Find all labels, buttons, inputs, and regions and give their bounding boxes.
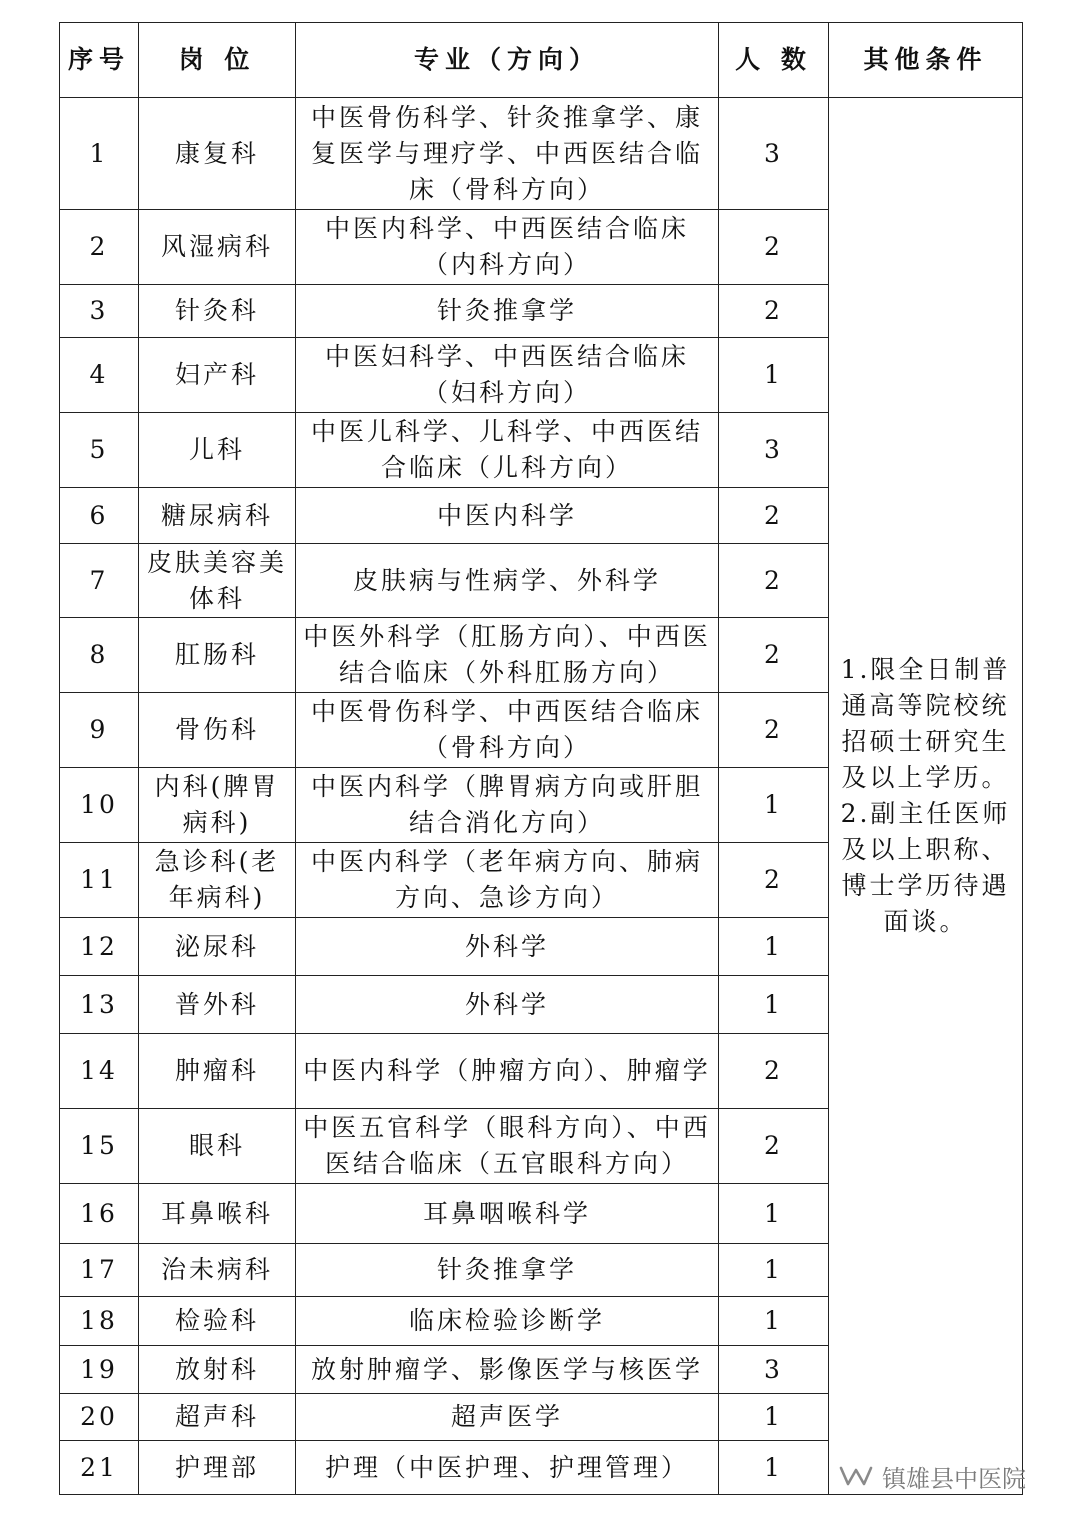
cell-seq: 14 <box>60 1034 139 1109</box>
header-seq: 序号 <box>60 23 139 98</box>
cell-position: 骨伤科 <box>139 693 296 768</box>
cell-major: 中医外科学（肛肠方向）、中西医结合临床（外科肛肠方向） <box>296 618 719 693</box>
cell-count: 3 <box>719 413 829 488</box>
cell-position: 妇产科 <box>139 338 296 413</box>
cell-major: 中医骨伤科学、针灸推拿学、康复医学与理疗学、中西医结合临床（骨科方向） <box>296 98 719 210</box>
cell-major: 皮肤病与性病学、外科学 <box>296 544 719 618</box>
cell-count: 3 <box>719 1346 829 1394</box>
cell-position: 肛肠科 <box>139 618 296 693</box>
cell-seq: 7 <box>60 544 139 618</box>
cell-seq: 5 <box>60 413 139 488</box>
table-body <box>60 98 1023 1495</box>
cell-seq: 19 <box>60 1346 139 1394</box>
cell-seq: 3 <box>60 285 139 338</box>
cell-count: 2 <box>719 843 829 918</box>
cell-major: 中医内科学（脾胃病方向或肝胆结合消化方向） <box>296 768 719 843</box>
cell-position: 糖尿病科 <box>139 488 296 544</box>
cell-major: 放射肿瘤学、影像医学与核医学 <box>296 1346 719 1394</box>
wechat-channel-icon <box>838 1462 874 1490</box>
cell-seq: 2 <box>60 210 139 285</box>
cell-count: 2 <box>719 544 829 618</box>
cell-major: 护理（中医护理、护理管理） <box>296 1441 719 1495</box>
cell-count: 1 <box>719 1297 829 1346</box>
cell-position: 肿瘤科 <box>139 1034 296 1109</box>
cell-major: 中医内科学（肿瘤方向）、肿瘤学 <box>296 1034 719 1109</box>
header-position: 岗 位 <box>139 23 296 98</box>
cell-seq: 10 <box>60 768 139 843</box>
cell-position: 检验科 <box>139 1297 296 1346</box>
cell-position: 儿科 <box>139 413 296 488</box>
header-count: 人 数 <box>719 23 829 98</box>
cell-count: 2 <box>719 618 829 693</box>
cell-position: 康复科 <box>139 98 296 210</box>
cell-count: 1 <box>719 338 829 413</box>
cell-count: 1 <box>719 1441 829 1495</box>
cell-count: 1 <box>719 918 829 976</box>
cell-major: 耳鼻咽喉科学 <box>296 1184 719 1244</box>
cell-count: 2 <box>719 210 829 285</box>
cell-seq: 16 <box>60 1184 139 1244</box>
cell-count: 1 <box>719 1394 829 1441</box>
cell-seq: 17 <box>60 1244 139 1297</box>
cell-position: 内科(脾胃病科) <box>139 768 296 843</box>
cell-seq: 11 <box>60 843 139 918</box>
cell-seq: 13 <box>60 976 139 1034</box>
cell-position: 针灸科 <box>139 285 296 338</box>
cell-count: 2 <box>719 285 829 338</box>
cell-major: 中医五官科学（眼科方向）、中西医结合临床（五官眼科方向） <box>296 1109 719 1184</box>
cell-count: 1 <box>719 1184 829 1244</box>
cell-major: 中医妇科学、中西医结合临床（妇科方向） <box>296 338 719 413</box>
cell-count: 1 <box>719 1244 829 1297</box>
cell-count: 2 <box>719 1034 829 1109</box>
cell-major: 中医内科学（老年病方向、肺病方向、急诊方向） <box>296 843 719 918</box>
cell-major: 针灸推拿学 <box>296 285 719 338</box>
cell-other-conditions: 1.限全日制普通高等院校统招硕士研究生及以上学历。2.副主任医师及以上职称、博士学历待遇面谈。 <box>829 98 1023 1495</box>
cell-count: 2 <box>719 488 829 544</box>
cell-seq: 21 <box>60 1441 139 1495</box>
cell-major: 外科学 <box>296 918 719 976</box>
cell-position: 超声科 <box>139 1394 296 1441</box>
cell-major: 超声医学 <box>296 1394 719 1441</box>
cell-seq: 1 <box>60 98 139 210</box>
cell-count: 2 <box>719 693 829 768</box>
cell-position: 皮肤美容美体科 <box>139 544 296 618</box>
cell-count: 3 <box>719 98 829 210</box>
cell-major: 临床检验诊断学 <box>296 1297 719 1346</box>
cell-position: 普外科 <box>139 976 296 1034</box>
cell-seq: 18 <box>60 1297 139 1346</box>
cell-seq: 15 <box>60 1109 139 1184</box>
cell-position: 泌尿科 <box>139 918 296 976</box>
table-row <box>60 98 1023 210</box>
cell-count: 1 <box>719 768 829 843</box>
cell-seq: 6 <box>60 488 139 544</box>
header-major: 专业（方向） <box>296 23 719 98</box>
cell-major: 针灸推拿学 <box>296 1244 719 1297</box>
cell-position: 护理部 <box>139 1441 296 1495</box>
cell-seq: 20 <box>60 1394 139 1441</box>
cell-seq: 8 <box>60 618 139 693</box>
cell-count: 2 <box>719 1109 829 1184</box>
cell-position: 眼科 <box>139 1109 296 1184</box>
cell-position: 急诊科(老年病科) <box>139 843 296 918</box>
cell-seq: 9 <box>60 693 139 768</box>
cell-major: 中医骨伤科学、中西医结合临床（骨科方向） <box>296 693 719 768</box>
watermark-text: 镇雄县中医院 <box>882 1464 1026 1493</box>
cell-seq: 4 <box>60 338 139 413</box>
cell-position: 治未病科 <box>139 1244 296 1297</box>
cell-seq: 12 <box>60 918 139 976</box>
recruitment-table <box>59 22 1023 1495</box>
cell-major: 外科学 <box>296 976 719 1034</box>
cell-major: 中医内科学 <box>296 488 719 544</box>
cell-position: 耳鼻喉科 <box>139 1184 296 1244</box>
cell-position: 风湿病科 <box>139 210 296 285</box>
header-other: 其他条件 <box>829 23 1023 98</box>
cell-position: 放射科 <box>139 1346 296 1394</box>
cell-major: 中医内科学、中西医结合临床（内科方向） <box>296 210 719 285</box>
cell-count: 1 <box>719 976 829 1034</box>
watermark <box>838 1458 1026 1494</box>
table-header-row <box>60 23 1023 98</box>
cell-major: 中医儿科学、儿科学、中西医结合临床（儿科方向） <box>296 413 719 488</box>
